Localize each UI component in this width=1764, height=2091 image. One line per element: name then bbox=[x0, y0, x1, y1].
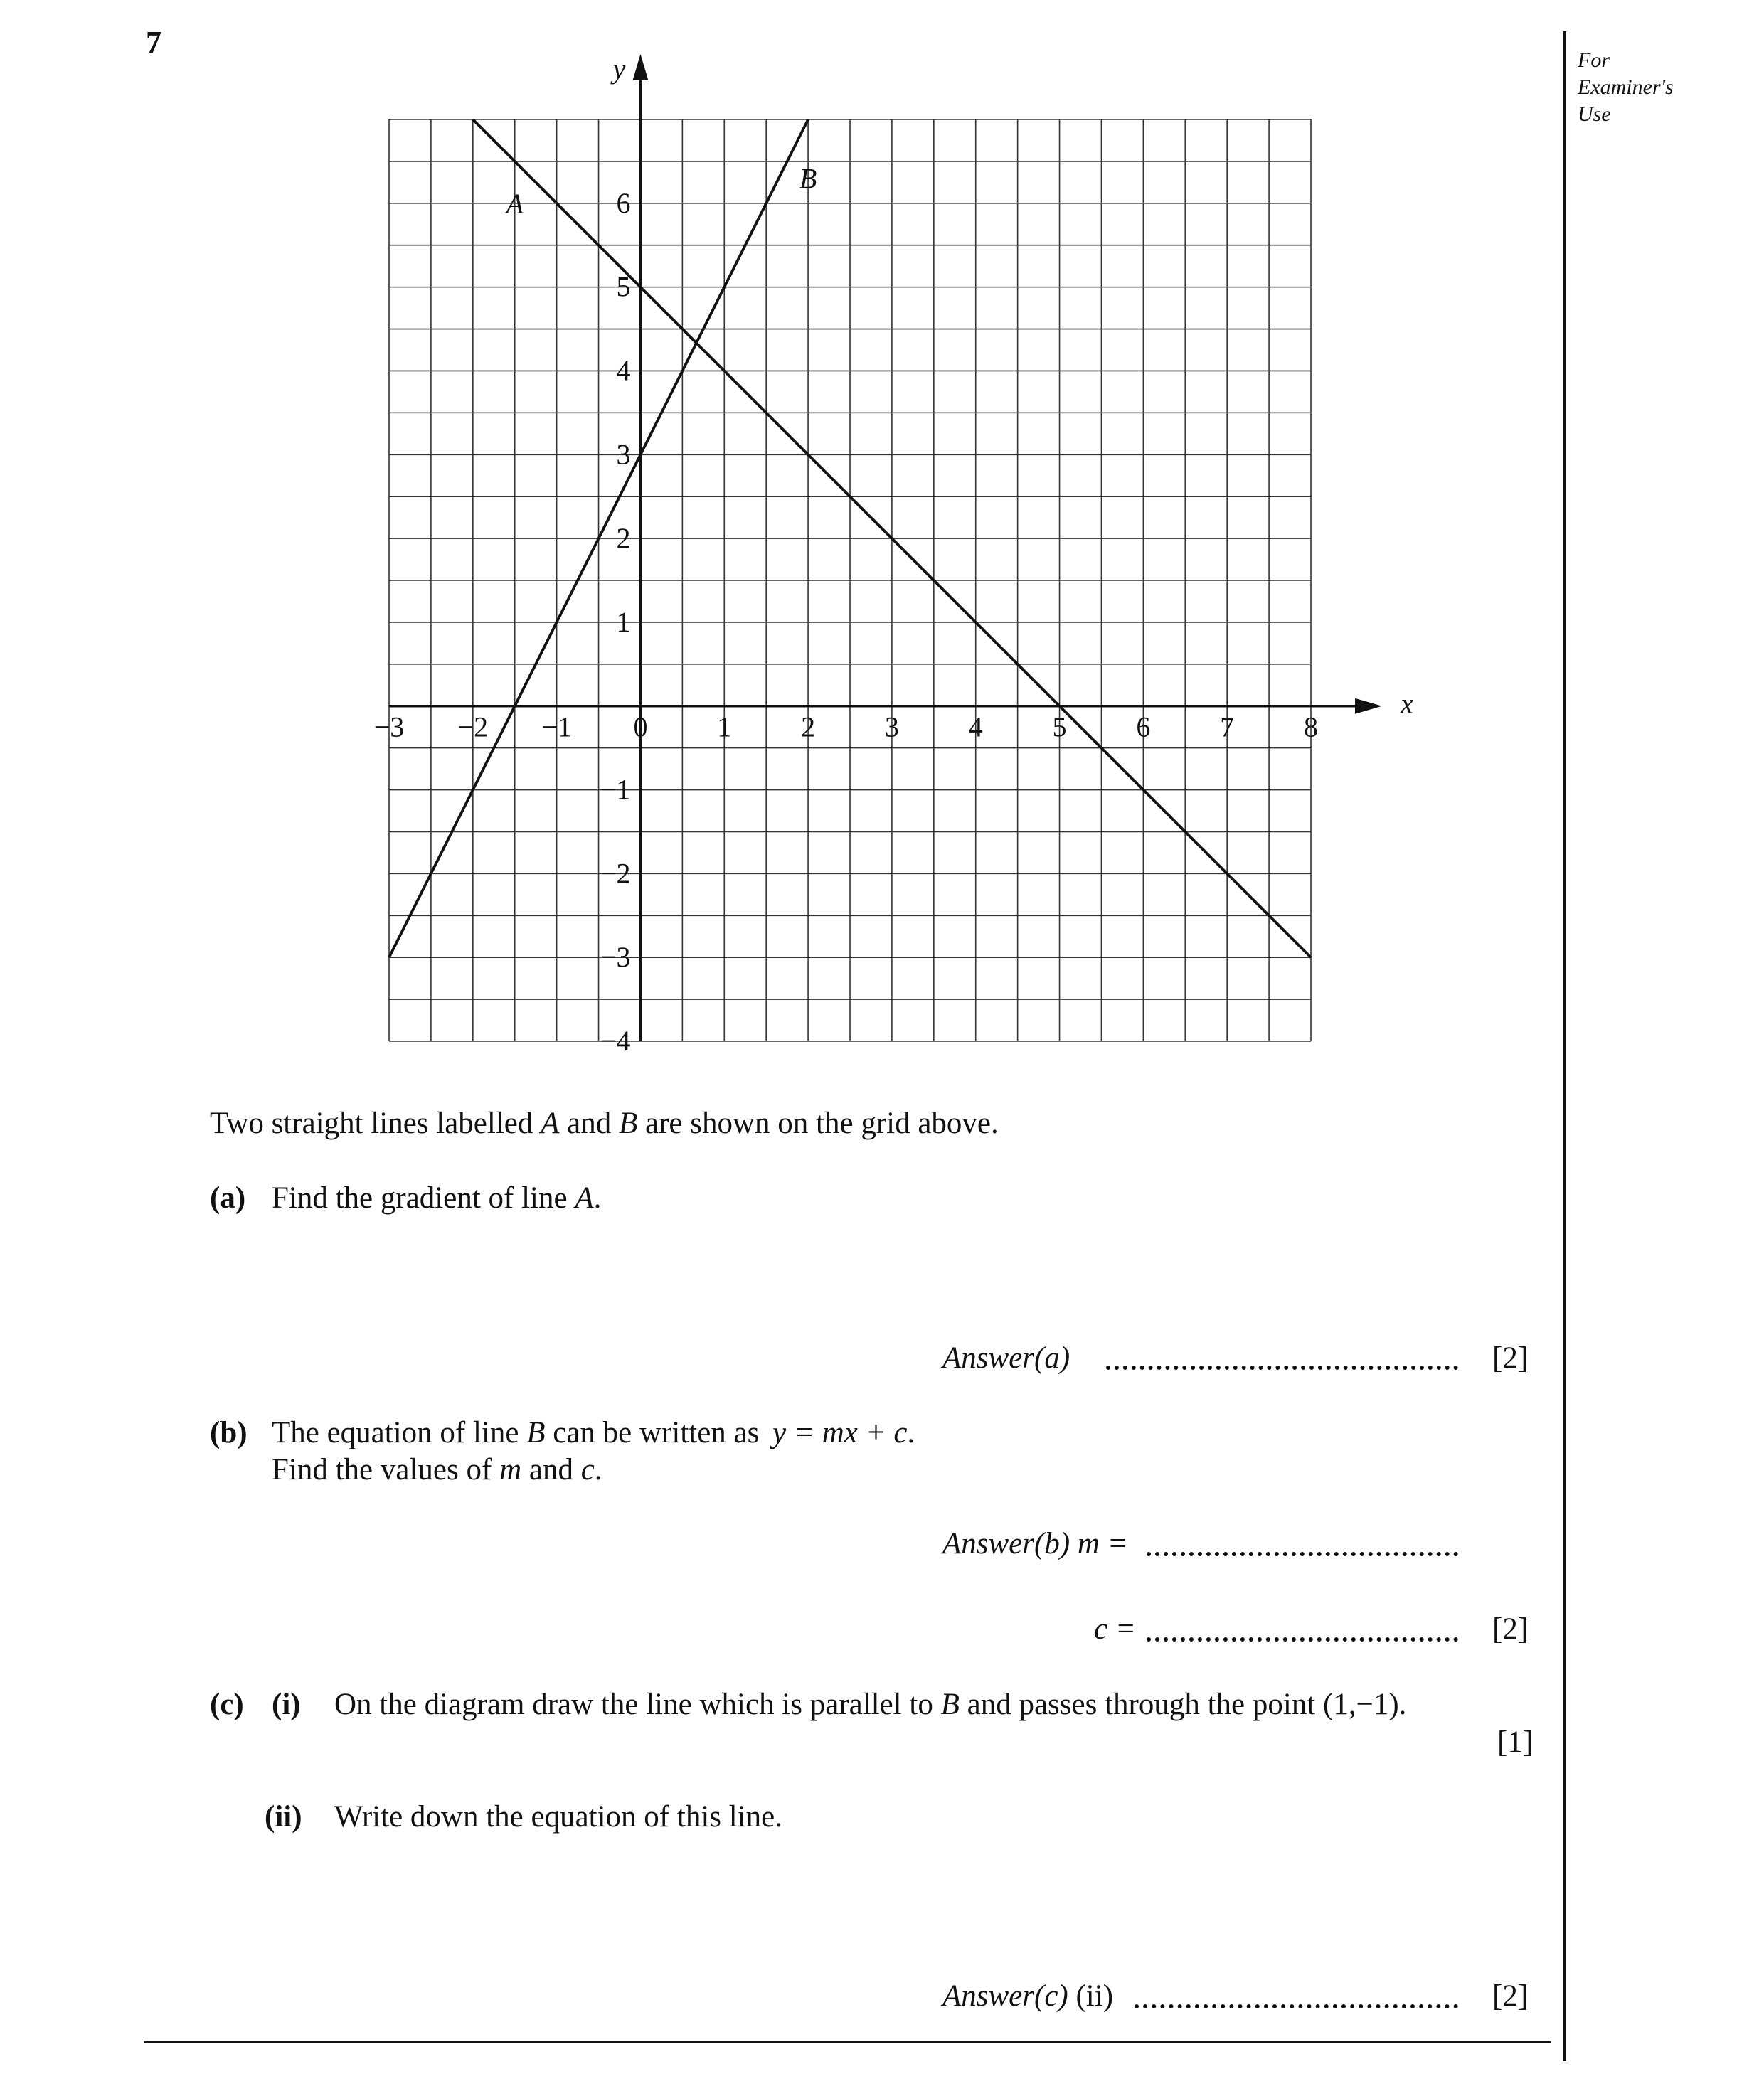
y-axis-label: y bbox=[612, 53, 626, 85]
x-tick-label: 4 bbox=[968, 711, 983, 743]
y-tick-label: −2 bbox=[600, 857, 631, 890]
x-tick-label: 2 bbox=[801, 711, 816, 743]
answer-b-m-label: Answer(b) m = bbox=[942, 1527, 1128, 1560]
equation: y = mx + c bbox=[772, 1416, 908, 1449]
answer-c-ii-field[interactable] bbox=[1135, 2004, 1458, 2008]
answer-c-ii-label: Answer(c) (ii) bbox=[942, 1979, 1114, 2013]
part-c-ii-label: (ii) bbox=[265, 1800, 302, 1834]
y-tick-label: 1 bbox=[616, 605, 631, 638]
question-number: 7 bbox=[146, 25, 161, 60]
part-c-i-text: On the diagram draw the line which is parallel to B and passes through the point (1,−1). bbox=[334, 1688, 1407, 1721]
x-tick-label: 3 bbox=[884, 711, 899, 743]
examiner-line-3: Use bbox=[1578, 102, 1611, 126]
grid-lines bbox=[389, 119, 1311, 1041]
part-c-i-label: (i) bbox=[272, 1688, 301, 1721]
mark-a: [2] bbox=[1492, 1341, 1529, 1375]
y-tick-label: −1 bbox=[600, 773, 631, 806]
answer-b-m-field[interactable] bbox=[1147, 1552, 1458, 1556]
y-tick-label: 3 bbox=[616, 438, 631, 471]
examiner-line-2: Examiner's bbox=[1578, 75, 1674, 99]
x-tick-label: −1 bbox=[541, 711, 572, 743]
x-tick-label: 6 bbox=[1136, 711, 1151, 743]
part-a-text: Find the gradient of line A. bbox=[272, 1181, 602, 1215]
examiner-line-1: For bbox=[1578, 48, 1610, 72]
part-b-label: (b) bbox=[210, 1416, 248, 1449]
part-c-ii-text: Write down the equation of this line. bbox=[334, 1800, 782, 1834]
y-tick-label: 2 bbox=[616, 522, 631, 555]
y-tick-label: 5 bbox=[616, 270, 631, 303]
mark-c-i: [1] bbox=[1497, 1725, 1534, 1759]
x-tick-label: 0 bbox=[633, 711, 648, 743]
part-c-label: (c) bbox=[210, 1688, 244, 1721]
x-tick-label: −3 bbox=[373, 711, 405, 743]
x-tick-label: 5 bbox=[1052, 711, 1067, 743]
answer-b-c-label: c = bbox=[1094, 1612, 1136, 1646]
y-tick-label: −4 bbox=[600, 1025, 631, 1057]
y-tick-label: 6 bbox=[616, 186, 631, 219]
series-labels bbox=[504, 162, 817, 219]
mark-c-ii: [2] bbox=[1492, 1979, 1529, 2013]
page-bottom-rule bbox=[144, 2041, 1551, 2043]
part-a-label: (a) bbox=[210, 1181, 246, 1215]
x-tick-label: 8 bbox=[1304, 711, 1318, 743]
x-axis-arrow bbox=[1355, 698, 1382, 714]
part-b-line-1: The equation of line B can be written as y = mx + c. bbox=[272, 1416, 915, 1449]
answer-a-label: Answer(a) bbox=[942, 1341, 1070, 1375]
y-tick-label: −3 bbox=[600, 941, 631, 974]
answer-a-field[interactable] bbox=[1106, 1366, 1458, 1370]
x-tick-label: 1 bbox=[717, 711, 732, 743]
part-b-line-2: Find the values of m and c. bbox=[272, 1453, 602, 1486]
intro-text: Two straight lines labelled A and B are shown on the grid above. bbox=[210, 1107, 999, 1140]
series-label-b: B bbox=[799, 162, 817, 195]
y-tick-label: 4 bbox=[616, 354, 631, 387]
series-label-a: A bbox=[506, 187, 524, 220]
x-tick-label: −2 bbox=[457, 711, 489, 743]
answer-b-c-field[interactable] bbox=[1147, 1637, 1458, 1642]
mark-b: [2] bbox=[1492, 1612, 1529, 1646]
var-a: A bbox=[541, 1107, 560, 1140]
x-tick-label: 7 bbox=[1220, 711, 1235, 743]
x-axis-label: x bbox=[1401, 687, 1413, 720]
y-axis-arrow bbox=[632, 54, 648, 80]
var-b: B bbox=[618, 1107, 638, 1140]
